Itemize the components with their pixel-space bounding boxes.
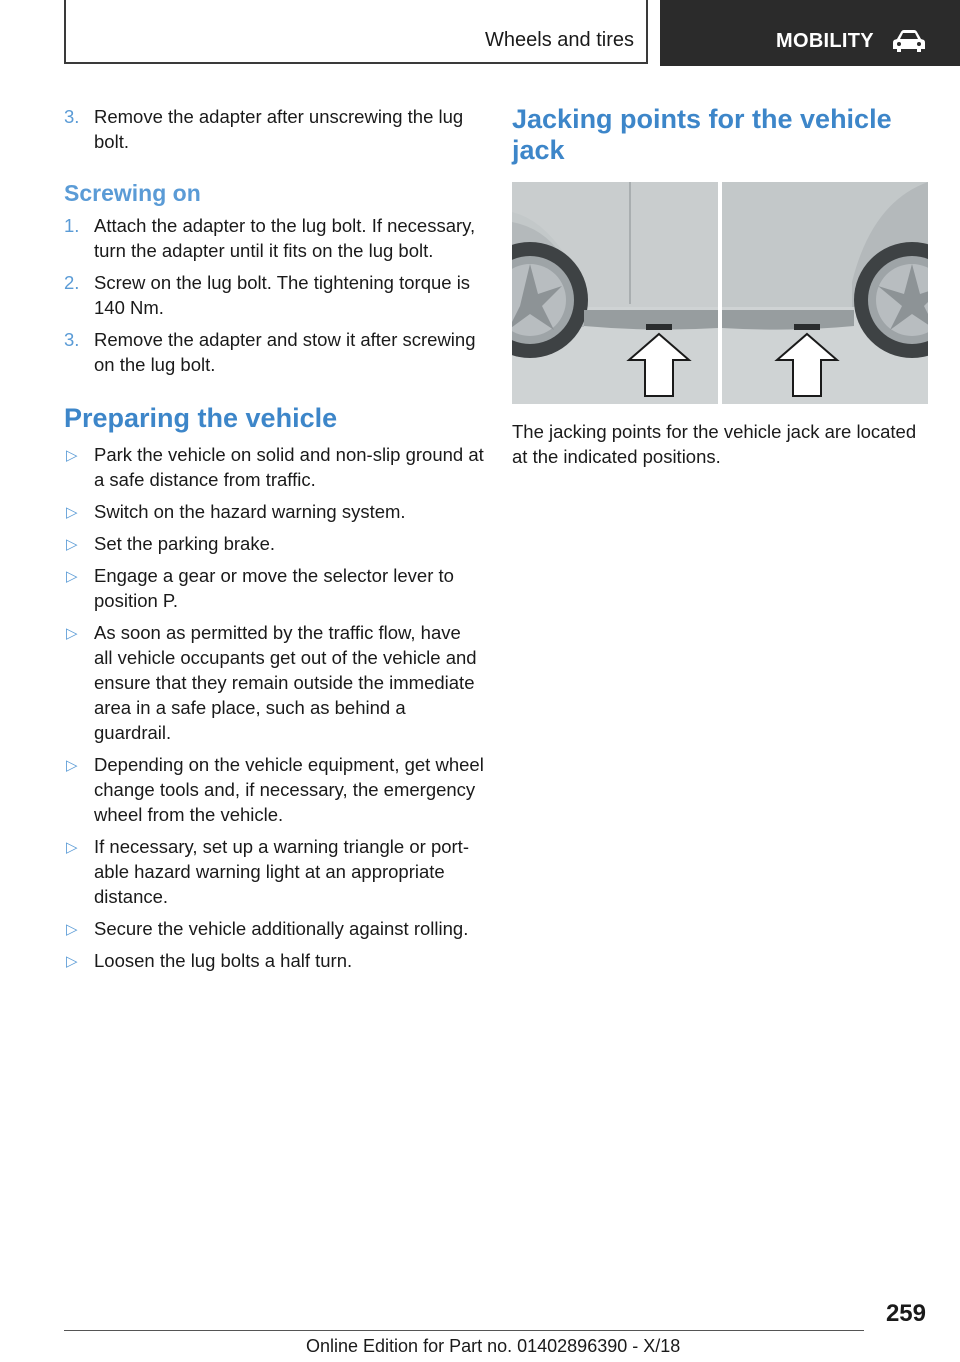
list-item [64, 499, 484, 524]
bullet-text: Switch on the hazard warning system. [94, 501, 406, 522]
right-column [512, 104, 928, 469]
bullet-icon: ▷ [66, 536, 78, 553]
screwing-on-steps [64, 213, 484, 377]
jacking-points-illustration [512, 182, 928, 404]
list-item [64, 834, 484, 909]
bullet-text: Depending on the vehicle equipment, get wheel change tools and, if necessary, the emergency wheel from the vehicle. [94, 754, 484, 825]
bullet-text: As soon as permitted by the traffic flow, have all vehicle occupants get out of the vehicle and ensure that they remain outside the immediate area in a safe place, such as behind a guardrail. [94, 622, 477, 743]
bullet-text: Loosen the lug bolts a half turn. [94, 950, 353, 971]
preparing-vehicle-list [64, 442, 484, 973]
bullet-icon: ▷ [66, 568, 78, 585]
screwing-on-heading: Screwing on [64, 180, 201, 206]
header-chapter-title: MOBILITY [776, 30, 874, 52]
step-text: Remove the adapter after unscrewing the lug bolt. [94, 106, 464, 152]
step-text: Screw on the lug bolt. The tightening torque is 140 Nm. [94, 272, 471, 318]
footer-divider [64, 1330, 864, 1331]
list-item [64, 620, 484, 745]
removing-steps-list [64, 104, 484, 154]
bullet-icon: ▷ [66, 921, 78, 938]
header-section-box [64, 0, 648, 64]
step-number: 2. [64, 272, 80, 293]
header-chapter-box [660, 0, 960, 66]
car-icon [892, 28, 926, 54]
jacking-points-caption: The jacking points for the vehicle jack are located at the indicated positions. [512, 421, 917, 467]
step-text: Attach the adapter to the lug bolt. If necessary, turn the adapter until it fits on the lug bolt. [94, 215, 476, 261]
step-number: 3. [64, 329, 80, 350]
bullet-text: Engage a gear or move the selector lever to position P. [94, 565, 454, 611]
bullet-icon: ▷ [66, 953, 78, 970]
list-item [64, 327, 484, 377]
bullet-icon: ▷ [66, 625, 78, 642]
bullet-text: Set the parking brake. [94, 533, 275, 554]
preparing-vehicle-heading: Preparing the vehicle [64, 403, 338, 433]
bullet-icon: ▷ [66, 504, 78, 521]
step-text: Remove the adapter and stow it after screwing on the lug bolt. [94, 329, 476, 375]
list-item [64, 563, 484, 613]
list-item [64, 104, 484, 154]
bullet-text: Park the vehicle on solid and non-slip ground at a safe distance from traffic. [94, 444, 484, 490]
bullet-text: Secure the vehicle additionally against rolling. [94, 918, 469, 939]
list-item [64, 752, 484, 827]
list-item [64, 916, 484, 941]
list-item [64, 948, 484, 973]
jacking-points-heading: Jacking points for the vehicle jack [512, 104, 892, 165]
step-number: 3. [64, 106, 80, 127]
page-number: 259 [885, 1300, 926, 1327]
list-item [64, 531, 484, 556]
list-item [64, 270, 484, 320]
footer-edition-text: Online Edition for Part no. 01402896390 - X/18 [306, 1336, 681, 1356]
bullet-icon: ▷ [66, 839, 78, 856]
list-item [64, 213, 484, 263]
step-number: 1. [64, 215, 80, 236]
bullet-text: If necessary, set up a warning triangle or portable hazard warning light at an appropriate distance. [94, 836, 469, 907]
bullet-icon: ▷ [66, 447, 78, 464]
header-section-title: Wheels and tires [485, 29, 634, 51]
left-column [64, 104, 484, 980]
bullet-icon: ▷ [66, 757, 78, 774]
list-item [64, 442, 484, 492]
